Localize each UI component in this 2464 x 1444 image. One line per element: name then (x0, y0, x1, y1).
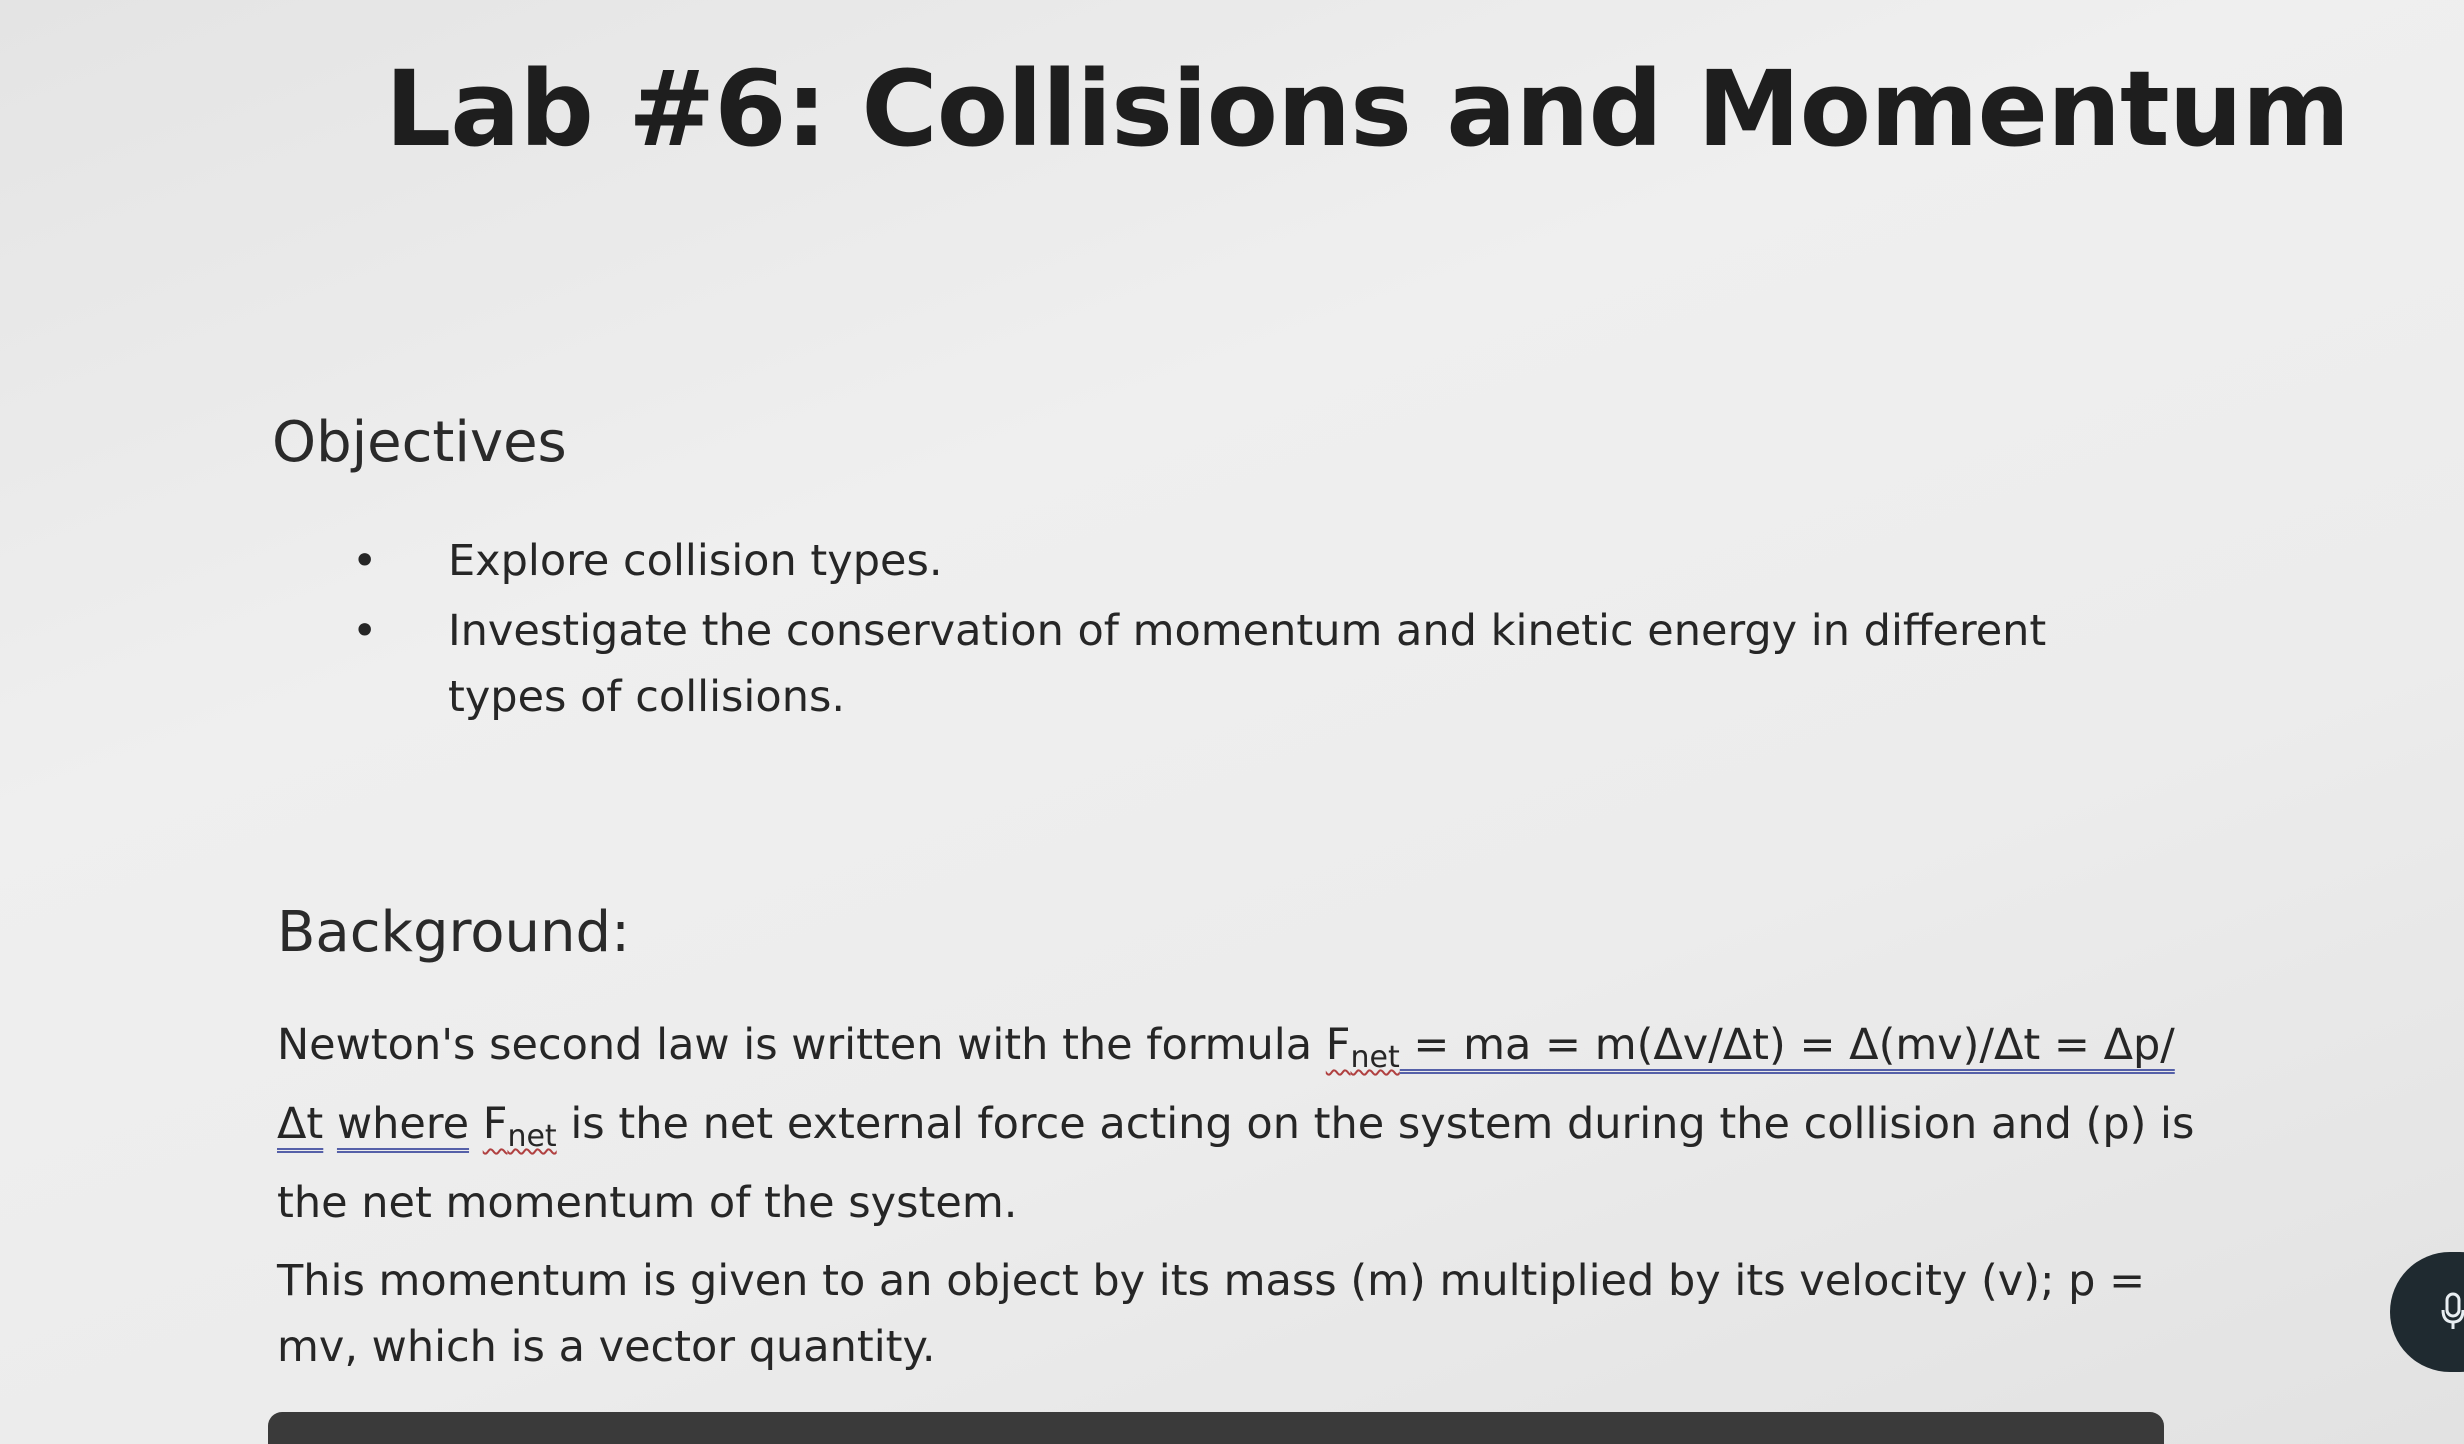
page-title: Lab #6: Collisions and Momentum (385, 48, 2350, 170)
force-letter: F (482, 1099, 508, 1149)
newton-formula: = ma = m(Δv/Δt) = Δ(mv)/Δt = Δp/Δt (277, 1020, 2175, 1149)
force-subscript: net (1350, 1040, 1400, 1075)
bullet-icon: • (352, 536, 378, 586)
background-heading: Background: (277, 900, 630, 965)
force-subscript: net (507, 1119, 557, 1154)
list-item (352, 598, 2152, 730)
momentum-paragraph: This momentum is given to an object by its mass (m) multiplied by its velocity (v); p = mv, which is a vector quantity. (277, 1256, 2146, 1372)
microphone-icon (2440, 1292, 2464, 1332)
objectives-list (352, 528, 2152, 734)
objective-text: Explore collision types. (448, 536, 943, 586)
newton-paragraph (277, 1012, 2217, 1236)
newton-text-post: is the net external force acting on the system during the collision and (p) is the net momentum of the system. (277, 1099, 2195, 1228)
list-item (352, 528, 2152, 594)
force-symbol (482, 1099, 557, 1154)
newton-text-pre: Newton's second law is written with the formula (277, 1020, 1326, 1070)
objective-text: Investigate the conservation of momentum and kinetic energy in different types of collisions. (448, 606, 2047, 722)
bottom-toolbar (268, 1412, 2164, 1444)
bullet-icon: • (352, 606, 378, 656)
dictate-button[interactable] (2390, 1252, 2464, 1372)
force-letter: F (1325, 1020, 1351, 1070)
objectives-heading: Objectives (272, 410, 567, 475)
force-symbol (1325, 1020, 1400, 1075)
where-word: where (336, 1099, 470, 1149)
